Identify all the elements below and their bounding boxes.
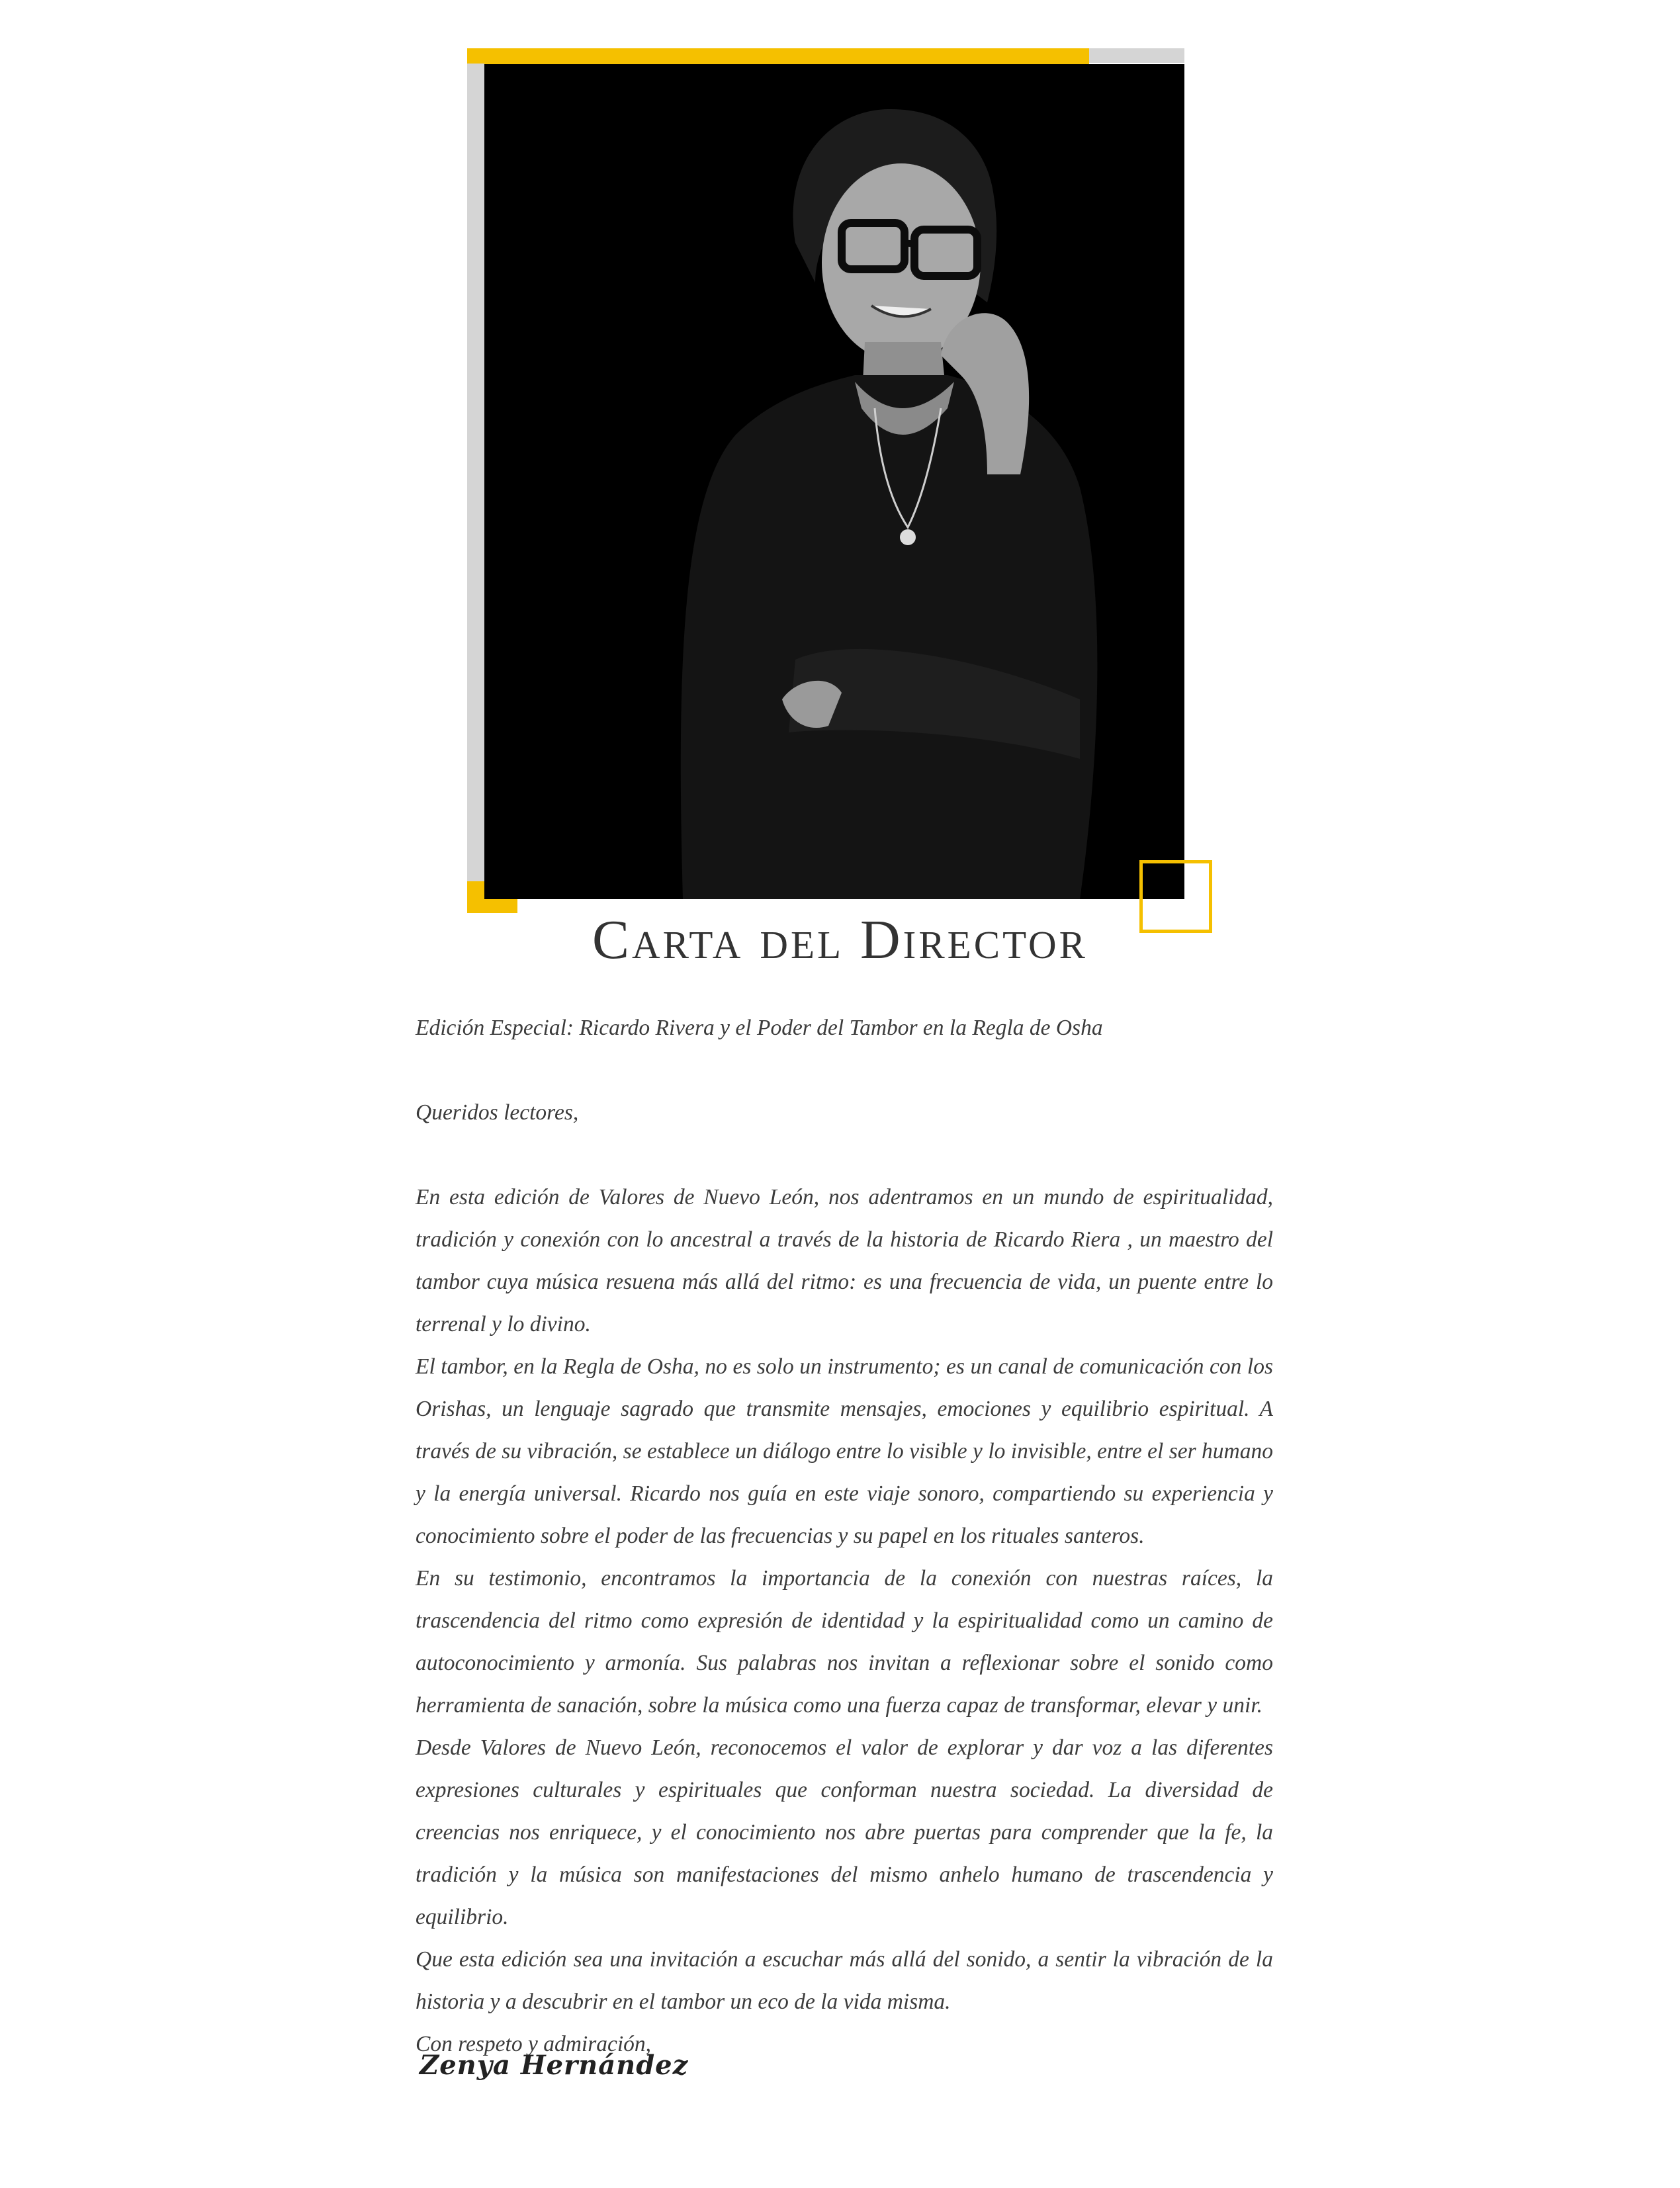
page-title: Carta del Director (592, 909, 1088, 971)
signature: Zenya Hernández (420, 2050, 689, 2081)
letter-body (416, 1176, 1273, 2066)
letter-paragraph: En su testimonio, encontramos la importancia de la conexión con nuestras raíces, la trascendencia del ritmo como expresión de identidad y la espiritualidad como un camino de autoconocimiento y armonía. Sus palabras nos invitan a reflexionar sobre el sonido como herramienta de sanación, sobre la música como una fuerza capaz de transformar, elevar y unir. (416, 1566, 1273, 1718)
letter-paragraph: Que esta edición sea una invitación a escuchar más allá del sonido, a sentir la vibración de la historia y a descubrir en el tambor un eco de la vida misma. (416, 1947, 1273, 2014)
letter-paragraph: En esta edición de Valores de Nuevo León, nos adentramos en un mundo de espiritualidad, tradición y conexión con lo ancestral a través de la historia de Ricardo Riera , un maestro del tambor cuya música resuena más allá del ritmo: es una frecuencia de vida, un puente entre lo terrenal y lo divino. (416, 1185, 1273, 1336)
edition-subtitle: Edición Especial: Ricardo Rivera y el Poder del Tambor en la Regla de Osha (416, 1016, 1103, 1040)
letter-paragraph: El tambor, en la Regla de Osha, no es solo un instrumento; es un canal de comunicación con los Orishas, un lenguaje sagrado que transmite mensajes, emociones y equilibrio espiritual. A través de su vibración, se establece un diálogo entre lo visible y lo invisible, entre el ser humano y la energía universal. Ricardo nos guía en este viaje sonoro, compartiendo su experiencia y conocimiento sobre el poder de las frecuencias y su papel en los rituales santeros. (416, 1354, 1273, 1548)
frame-accent-yellow-top (467, 48, 1089, 64)
letter-greeting: Queridos lectores, (416, 1100, 579, 1125)
frame-accent-gray-left (467, 64, 484, 881)
letter-paragraph: Desde Valores de Nuevo León, reconocemos el valor de explorar y dar voz a las diferentes expresiones culturales y espirituales que conforman nuestra sociedad. La diversidad de creencias nos enriquece, y el conocimiento nos abre puertas para comprender que la fe, la tradición y la música son manifestaciones del mismo anhelo humano de trascendencia y equilibrio. (416, 1735, 1273, 1929)
director-portrait-photo (484, 64, 1184, 899)
letter-closing: Con respeto y admiración, (416, 2032, 652, 2056)
frame-accent-gray-top (1085, 48, 1184, 63)
